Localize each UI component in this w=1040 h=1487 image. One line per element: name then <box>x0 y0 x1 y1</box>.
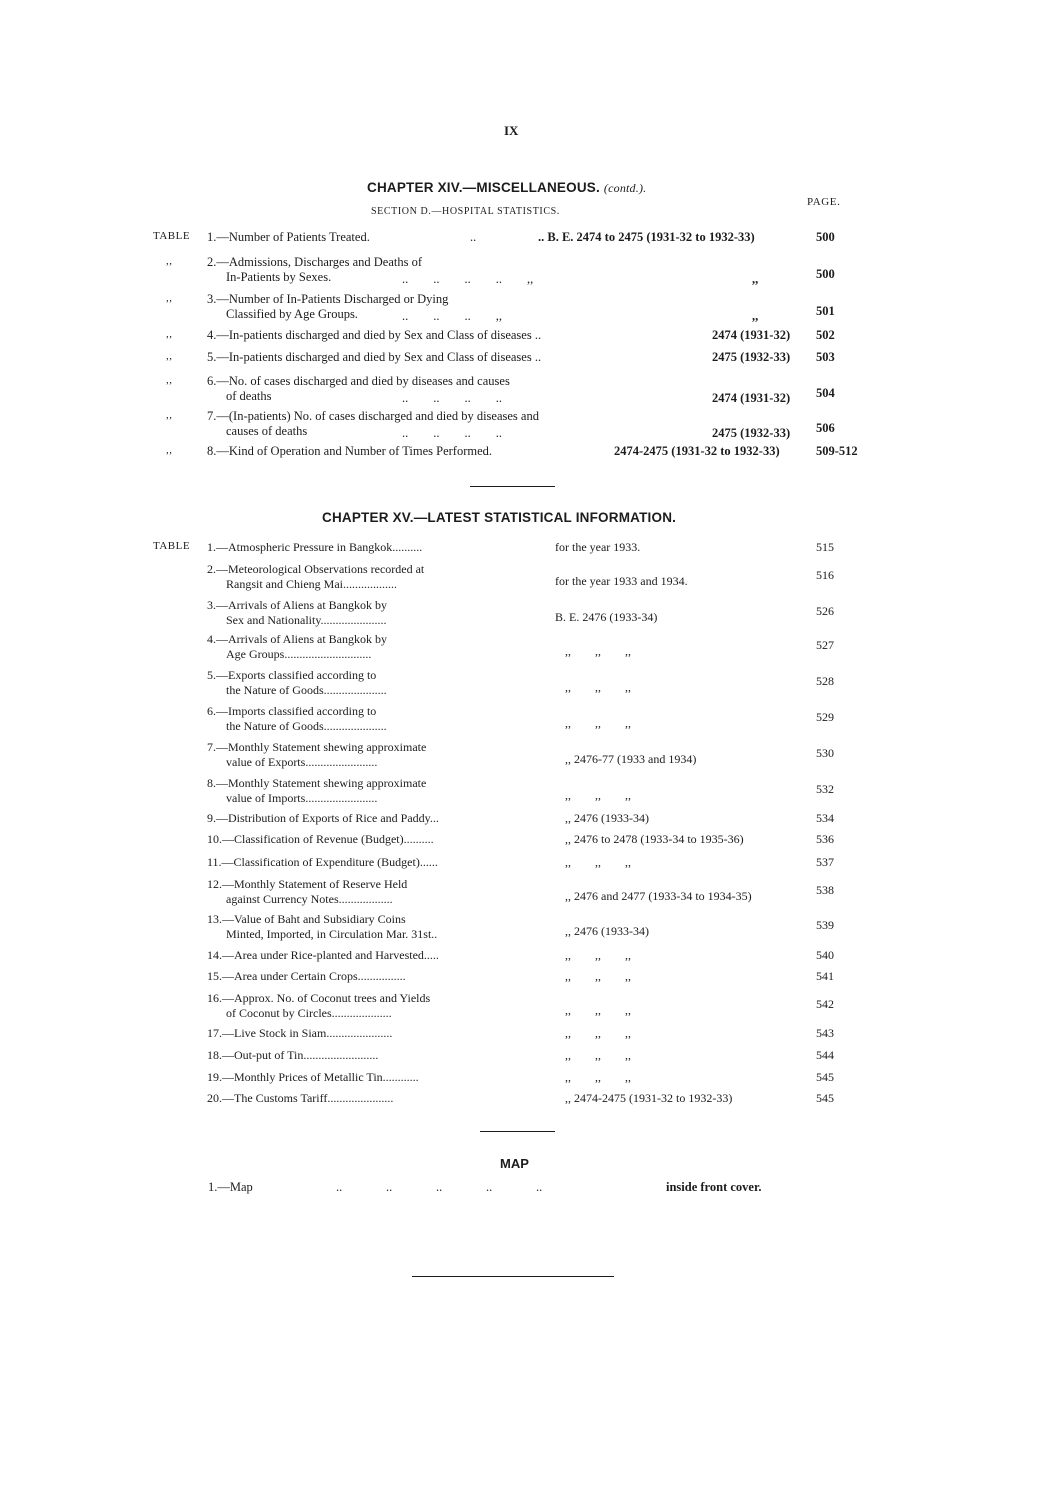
row-title <box>207 562 424 592</box>
row-title-line-1: 16.—Approx. No. of Coconut trees and Yields <box>207 991 431 1005</box>
row-page: 501 <box>816 304 835 318</box>
row-title <box>207 776 426 806</box>
row-page: 534 <box>816 811 834 825</box>
row-title <box>207 598 387 628</box>
row-title-line-2: Classified by Age Groups. <box>226 307 358 321</box>
row-leaders: .. .. .. .. <box>402 391 502 405</box>
row-tag: TABLE <box>153 540 191 552</box>
row-title-line-2: causes of deaths <box>226 424 308 438</box>
row-title <box>207 632 387 662</box>
row-period: ,, 2474-2475 (1931-32 to 1932-33) <box>565 1091 733 1105</box>
row-period: ,, ,, ,, <box>565 855 631 869</box>
row-title <box>207 328 541 343</box>
row-period: ,, 2476-77 (1933 and 1934) <box>565 752 697 766</box>
row-title-line-1: 8.—Monthly Statement shewing approximate <box>207 776 427 790</box>
page-number: IX <box>504 123 519 138</box>
row-tag: ,, <box>166 374 173 386</box>
row-title-line-2: Minted, Imported, in Circulation Mar. 31st.. <box>226 927 438 941</box>
row-title <box>207 704 387 734</box>
row-title <box>207 444 492 459</box>
chapter-14-title <box>367 180 646 196</box>
row-period: 2475 (1932-33) <box>712 426 791 440</box>
row-title-line-1: 12.—Monthly Statement of Reserve Held <box>207 877 408 891</box>
row-page: 545 <box>816 1070 834 1084</box>
row-title-line-1: 10.—Classification of Revenue (Budget).......... <box>207 832 434 846</box>
row-tag: ,, <box>166 350 173 362</box>
row-page: 538 <box>816 883 834 897</box>
row-title-line-2: Rangsit and Chieng Mai.................. <box>226 577 397 591</box>
row-tag: ,, <box>166 255 173 267</box>
row-title-line-1: 7.—(In-patients) No. of cases discharged and died by diseases and <box>207 409 539 423</box>
row-period: 2474 (1931-32) <box>712 328 791 342</box>
row-title-line-1: 6.—No. of cases discharged and died by diseases and causes <box>207 374 510 388</box>
row-title-line-1: 5.—Exports classified according to <box>207 668 377 682</box>
row-page: 529 <box>816 710 834 724</box>
row-period: ,, ,, ,, <box>565 716 631 730</box>
row-title-line-1: 17.—Live Stock in Siam...................... <box>207 1026 393 1040</box>
row-period: for the year 1933 and 1934. <box>555 574 688 588</box>
row-title-line-1: 14.—Area under Rice-planted and Harvested..... <box>207 948 439 962</box>
row-title-line-1: 19.—Monthly Prices of Metallic Tin............ <box>207 1070 419 1084</box>
row-page: 537 <box>816 855 834 869</box>
row-page: 542 <box>816 997 834 1011</box>
row-title-line-1: 1.—Atmospheric Pressure in Bangkok.......... <box>207 540 423 554</box>
row-title <box>207 540 422 555</box>
row-period: ,, ,, ,, <box>565 788 631 802</box>
row-period: ,, <box>752 309 759 323</box>
row-page: 541 <box>816 969 834 983</box>
row-leaders: .. .. .. ,, <box>402 309 502 323</box>
row-period: for the year 1933. <box>555 540 641 554</box>
row-title-line-1: 7.—Monthly Statement shewing approximate <box>207 740 427 754</box>
row-title-line-1: 3.—Number of In-Patients Discharged or Dying <box>207 292 449 306</box>
row-page: 504 <box>816 386 835 400</box>
row-period: ,, ,, ,, <box>565 969 631 983</box>
row-tag: ,, <box>166 328 173 340</box>
row-title-line-2: the Nature of Goods..................... <box>226 719 387 733</box>
row-page: 540 <box>816 948 834 962</box>
row-page: 515 <box>816 540 834 554</box>
row-title <box>207 912 437 942</box>
row-title <box>207 877 407 907</box>
row-page: 509-512 <box>816 444 858 458</box>
row-title <box>207 1070 419 1085</box>
row-title-line-1: 5.—In-patients discharged and died by Sex and Class of diseases .. <box>207 350 542 364</box>
divider-bottom <box>412 1276 614 1277</box>
row-period: ,, 2476 (1933-34) <box>565 811 649 825</box>
chapter-15-title: CHAPTER XV.—LATEST STATISTICAL INFORMATION. <box>322 510 677 525</box>
row-title <box>207 350 541 365</box>
row-period: .. B. E. 2474 to 2475 (1931-32 to 1932-33) <box>538 230 755 244</box>
row-title-line-2: Sex and Nationality...................... <box>226 613 387 627</box>
row-leaders: .. .. .. .. <box>402 426 502 440</box>
row-title <box>207 991 430 1021</box>
row-title-line-2: against Currency Notes.................. <box>226 892 393 906</box>
row-title-line-1: 15.—Area under Certain Crops................ <box>207 969 406 983</box>
row-period: ,, 2476 (1933-34) <box>565 924 649 938</box>
divider-1 <box>470 486 555 487</box>
row-period: ,, 2476 and 2477 (1933-34 to 1934-35) <box>565 889 752 903</box>
row-tag: ,, <box>166 409 173 421</box>
row-period: B. E. 2476 (1933-34) <box>555 610 658 624</box>
row-title-line-1: 4.—In-patients discharged and died by Sex and Class of diseases .. <box>207 328 542 342</box>
row-page: 516 <box>816 568 834 582</box>
row-page: 543 <box>816 1026 834 1040</box>
row-page: 506 <box>816 421 835 435</box>
map-entry: 1.—Map <box>208 1180 253 1194</box>
row-title <box>207 948 439 963</box>
row-title-line-2: the Nature of Goods..................... <box>226 683 387 697</box>
row-title <box>207 230 370 245</box>
row-title <box>207 1048 378 1063</box>
row-period: ,, ,, ,, <box>565 1048 631 1062</box>
row-page: 528 <box>816 674 834 688</box>
row-period: ,, ,, ,, <box>565 644 631 658</box>
row-title-line-1: 20.—The Customs Tariff...................... <box>207 1091 394 1105</box>
row-title <box>207 811 439 826</box>
row-page: 539 <box>816 918 834 932</box>
row-tag: ,, <box>166 292 173 304</box>
row-page: 503 <box>816 350 835 364</box>
row-period: ,, <box>752 272 759 286</box>
row-title-line-1: 2.—Meteorological Observations recorded at <box>207 562 425 576</box>
row-period: 2475 (1932-33) <box>712 350 791 364</box>
map-location: inside front cover. <box>666 1180 762 1194</box>
row-title-line-1: 1.—Number of Patients Treated. <box>207 230 370 244</box>
page-column-heading: PAGE. <box>807 196 841 208</box>
map-title: MAP <box>500 1156 529 1171</box>
row-period: 2474 (1931-32) <box>712 391 791 405</box>
chapter-14-title-text: CHAPTER XIV.—MISCELLANEOUS. <box>367 180 600 195</box>
row-title-line-2: In-Patients by Sexes. <box>226 270 332 284</box>
row-title <box>207 832 434 847</box>
row-title-line-1: 2.—Admissions, Discharges and Deaths of <box>207 255 423 269</box>
divider-2 <box>480 1131 555 1132</box>
row-title <box>207 1091 393 1106</box>
row-tag: ,, <box>166 444 173 456</box>
row-title-line-1: 6.—Imports classified according to <box>207 704 377 718</box>
row-title <box>207 855 438 870</box>
row-title-line-1: 8.—Kind of Operation and Number of Times Performed. <box>207 444 493 458</box>
row-period: ,, ,, ,, <box>565 948 631 962</box>
row-title-line-2: value of Exports........................ <box>226 755 378 769</box>
row-period: ,, 2476 to 2478 (1933-34 to 1935-36) <box>565 832 744 846</box>
row-tag: TABLE <box>153 230 191 242</box>
row-page: 545 <box>816 1091 834 1105</box>
chapter-14-contd: (contd.). <box>603 181 647 195</box>
row-page: 530 <box>816 746 834 760</box>
row-page: 527 <box>816 638 834 652</box>
row-title-line-2: of Coconut by Circles.................... <box>226 1006 392 1020</box>
row-title <box>207 668 387 698</box>
map-leaders: .. .. .. .. .. <box>336 1180 543 1194</box>
row-leaders: .. .. .. .. ,, <box>402 272 534 286</box>
row-period: ,, ,, ,, <box>565 1070 631 1084</box>
row-page: 500 <box>816 230 835 244</box>
row-title-line-1: 9.—Distribution of Exports of Rice and Paddy... <box>207 811 439 825</box>
row-title-line-2: of deaths <box>226 389 272 403</box>
row-page: 536 <box>816 832 834 846</box>
row-page: 544 <box>816 1048 834 1062</box>
row-title <box>207 969 406 984</box>
row-period: 2474-2475 (1931-32 to 1932-33) <box>614 444 780 458</box>
row-title-line-1: 3.—Arrivals of Aliens at Bangkok by <box>207 598 387 612</box>
row-period: ,, ,, ,, <box>565 680 631 694</box>
row-page: 502 <box>816 328 835 342</box>
row-title-line-2: value of Imports........................ <box>226 791 378 805</box>
row-period: ,, ,, ,, <box>565 1003 631 1017</box>
row-title-line-2: Age Groups............................. <box>226 647 372 661</box>
row-title <box>207 1026 392 1041</box>
row-title-line-1: 13.—Value of Baht and Subsidiary Coins <box>207 912 406 926</box>
row-leaders: .. <box>470 230 477 244</box>
row-page: 500 <box>816 267 835 281</box>
row-title-line-1: 11.—Classification of Expenditure (Budget)...... <box>207 855 438 869</box>
row-title-line-1: 18.—Out-put of Tin......................... <box>207 1048 379 1062</box>
row-page: 526 <box>816 604 834 618</box>
section-heading: SECTION D.—HOSPITAL STATISTICS. <box>371 206 560 217</box>
row-period: ,, ,, ,, <box>565 1026 631 1040</box>
row-page: 532 <box>816 782 834 796</box>
row-title <box>207 255 422 285</box>
row-title-line-1: 4.—Arrivals of Aliens at Bangkok by <box>207 632 387 646</box>
row-title <box>207 740 426 770</box>
